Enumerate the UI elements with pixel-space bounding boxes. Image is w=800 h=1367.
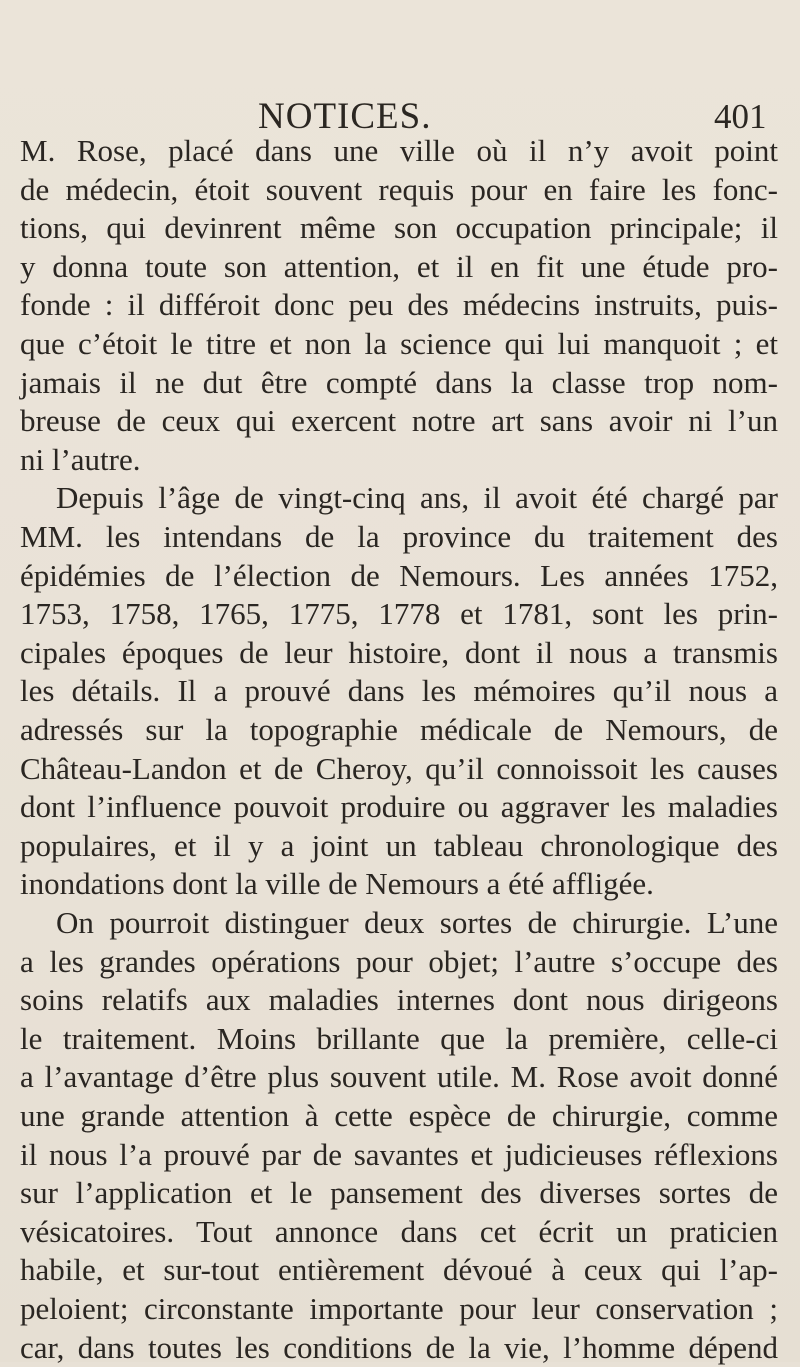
running-title: NOTICES. xyxy=(258,96,432,137)
text-line: dont l’influence pouvoit produire ou aggraver les maladies xyxy=(20,789,778,824)
text-line: ni l’autre. xyxy=(20,442,141,477)
text-line: breuse de ceux qui exercent notre art sans avoir ni l’un xyxy=(20,403,778,438)
text-line: MM. les intendans de la province du traitement des xyxy=(20,519,778,554)
text-line: M. Rose, placé dans une ville où il n’y avoit point xyxy=(20,133,778,168)
text-line: Château-Landon et de Cheroy, qu’il connoissoit les causes xyxy=(20,751,778,786)
text-line: sur l’application et le pansement des diverses sortes de xyxy=(20,1175,778,1210)
text-line: une grande attention à cette espèce de chirurgie, comme xyxy=(20,1098,778,1133)
text-line: il nous l’a prouvé par de savantes et judicieuses réflexions xyxy=(20,1137,778,1172)
page-number: 401 xyxy=(714,97,767,136)
text-line: a l’avantage d’être plus souvent utile. M. Rose avoit donné xyxy=(20,1059,778,1094)
text-line: 1753, 1758, 1765, 1775, 1778 et 1781, sont les prin- xyxy=(20,596,778,631)
text-line: cipales époques de leur histoire, dont il nous a transmis xyxy=(20,635,778,670)
text-line: de médecin, étoit souvent requis pour en faire les fonc- xyxy=(20,172,778,207)
text-line: vésicatoires. Tout annonce dans cet écrit un praticien xyxy=(20,1214,778,1249)
text-line: inondations dont la ville de Nemours a été affligée. xyxy=(20,866,654,901)
text-line: adressés sur la topographie médicale de Nemours, de xyxy=(20,712,778,747)
text-line: car, dans toutes les conditions de la vie, l’homme dépend xyxy=(20,1330,778,1365)
text-line: jamais il ne dut être compté dans la classe trop nom- xyxy=(20,365,778,400)
text-line: On pourroit distinguer deux sortes de chirurgie. L’une xyxy=(56,905,778,940)
text-line: tions, qui devinrent même son occupation principale; il xyxy=(20,210,778,245)
text-line: épidémies de l’élection de Nemours. Les années 1752, xyxy=(20,558,778,593)
text-line: y donna toute son attention, et il en fit une étude pro- xyxy=(20,249,778,284)
text-line: populaires, et il y a joint un tableau chronologique des xyxy=(20,828,778,863)
text-line: soins relatifs aux maladies internes dont nous dirigeons xyxy=(20,982,778,1017)
text-line: que c’étoit le titre et non la science qui lui manquoit ; et xyxy=(20,326,778,361)
text-line: les détails. Il a prouvé dans les mémoires qu’il nous a xyxy=(20,673,778,708)
text-line: peloient; circonstante importante pour leur conservation ; xyxy=(20,1291,778,1326)
text-line: Depuis l’âge de vingt-cinq ans, il avoit été chargé par xyxy=(56,480,778,515)
text-line: habile, et sur-tout entièrement dévoué à ceux qui l’ap- xyxy=(20,1252,778,1287)
text-line: le traitement. Moins brillante que la première, celle-ci xyxy=(20,1021,778,1056)
text-line: fonde : il différoit donc peu des médecins instruits, puis- xyxy=(20,287,778,322)
text-line: a les grandes opérations pour objet; l’autre s’occupe des xyxy=(20,944,778,979)
